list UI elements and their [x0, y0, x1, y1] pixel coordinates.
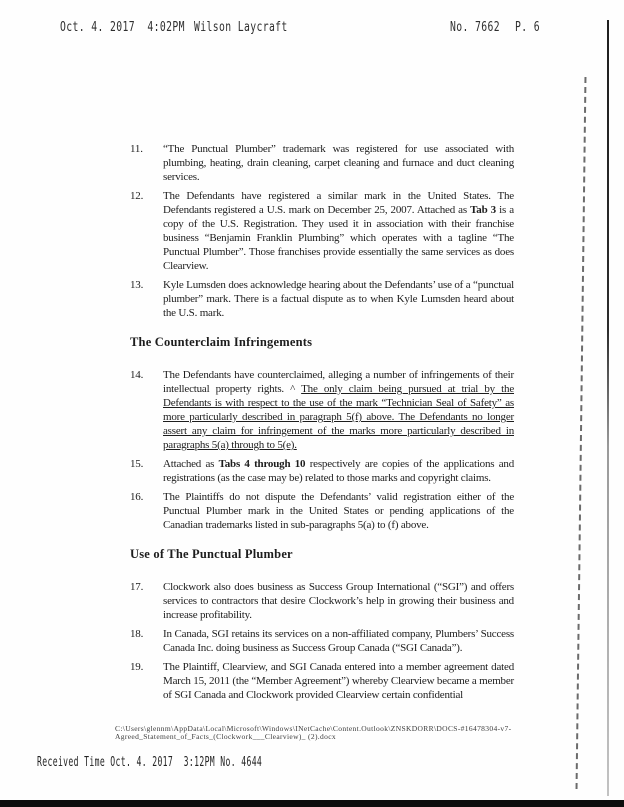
numbered-paragraph [130, 490, 514, 532]
paragraph-text [163, 368, 514, 452]
numbered-paragraph [130, 580, 514, 622]
paragraph-text [163, 627, 514, 655]
paragraph-segment-normal: The Plaintiffs do not dispute the Defendants’ valid registration either of the Punctual Plumber mark in the United States or pending applications of the Canadian trademarks listed in sub-paragraphs 5(a) to (f) above. [163, 491, 514, 531]
fax-header-sender: Wilson Laycraft [194, 20, 288, 35]
numbered-paragraph [130, 142, 514, 184]
document-file-path [115, 725, 560, 741]
paragraph-segment-normal: Kyle Lumsden does acknowledge hearing about the Defendants’ use of a “punctual plumber” mark. There is a factual dispute as to when Kyle Lumsden heard about the U.S. mark. [163, 279, 514, 319]
file-path-line-2: Agreed_Statement_of_Facts_(Clockwork___Clearview)_ (2).docx [115, 732, 337, 741]
paragraph-segment-bold: Tabs 4 through 10 [218, 458, 306, 470]
paragraph-segment-normal: “The Punctual Plumber” trademark was registered for use associated with plumbing, heating, drain cleaning, carpet cleaning and furnace and duct cleaning services. [163, 143, 514, 183]
numbered-paragraph [130, 189, 514, 273]
numbered-paragraph [130, 368, 514, 452]
paragraph-number: 19. [130, 661, 144, 673]
paragraph-segment-normal: The Defendants have registered a similar mark in the United States. The Defendants registered a U.S. mark on December 25, 2007. Attached as [163, 190, 514, 216]
paragraph-segment-normal: The Plaintiff, Clearview, and SGI Canada entered into a member agreement dated March 15, 2011 (the “Member Agreement”) whereby Clearview became a member of SGI Canada and Clockwork provided Clearview certain confidential [163, 661, 514, 701]
scan-artifact-edge-line [607, 20, 609, 796]
fax-header-datetime: Oct. 4. 2017 4:02PM [60, 20, 185, 35]
paragraph-segment-normal: Attached as [163, 458, 219, 470]
paragraph-segment-normal: The Defendants have counterclaimed, alleging a number of infringements of their intellectual property rights. ^ [163, 369, 514, 395]
paragraph-number: 15. [130, 458, 144, 470]
paragraph-number: 18. [130, 628, 144, 640]
paragraph-text [163, 580, 514, 622]
paragraph-segment-normal: respectively are copies of the applications and registrations (as the case may be) related to those marks and copyright claims. [163, 458, 515, 484]
numbered-paragraph [130, 278, 514, 320]
paragraph-number: 11. [130, 143, 143, 155]
paragraph-segment-underline: The only claim being pursued at trial by the Defendants is with respect to the use of the mark “Technician Seal of Safety” as more particularly described in paragraph 5(f) above. The Defendants no longer assert any claim for infringement of the marks more particularly described in paragraphs 5(a) through to 5(e). [163, 383, 515, 451]
paragraph-text [163, 457, 514, 485]
paragraph-segment-bold: Tab 3 [470, 204, 496, 216]
numbered-paragraph [130, 627, 514, 655]
document-body [130, 142, 514, 707]
paragraph-number: 12. [130, 190, 144, 202]
fax-header-number: No. 7662 [450, 20, 500, 35]
paragraph-text [163, 490, 514, 532]
numbered-paragraph [130, 660, 514, 702]
paragraph-number: 14. [130, 369, 144, 381]
file-path-line-1: C:\Users\glennm\AppData\Local\Microsoft\Windows\INetCache\Content.Outlook\ZNSKDORR\DOCS-#16478304-v7- [115, 724, 512, 733]
paragraph-text [163, 278, 514, 320]
section-heading: The Counterclaim Infringements [130, 335, 313, 349]
fax-header-page-number: P. 6 [515, 20, 540, 35]
numbered-paragraph [130, 457, 514, 485]
paragraph-number: 17. [130, 581, 144, 593]
paragraph-text [163, 142, 514, 184]
paragraph-text [163, 660, 514, 702]
scan-artifact-dashed-line [576, 77, 587, 789]
section-heading: Use of The Punctual Plumber [130, 547, 293, 561]
paragraph-segment-normal: In Canada, SGI retains its services on a non-affiliated company, Plumbers’ Success Canada Inc. doing business as Success Group Canada (“SGI Canada”). [163, 628, 514, 654]
paragraph-number: 13. [130, 279, 144, 291]
paragraph-segment-normal: is a copy of the U.S. Registration. They used it in association with their franchise business “Benjamin Franklin Plumbing” which operates with a tagline “The Punctual Plumber”. Those franchises provide essentially the same services as does Clearview. [163, 204, 514, 272]
paragraph-number: 16. [130, 491, 144, 503]
paragraph-text [163, 189, 514, 273]
scan-artifact-bottom-bar [0, 800, 624, 807]
paragraph-segment-normal: Clockwork also does business as Success Group International (“SGI”) and offers services to contractors that desire Clockwork’s help in growing their business and increase profitability. [163, 581, 514, 621]
fax-received-stamp: Received Time Oct. 4. 2017 3:12PM No. 4644 [37, 754, 263, 770]
